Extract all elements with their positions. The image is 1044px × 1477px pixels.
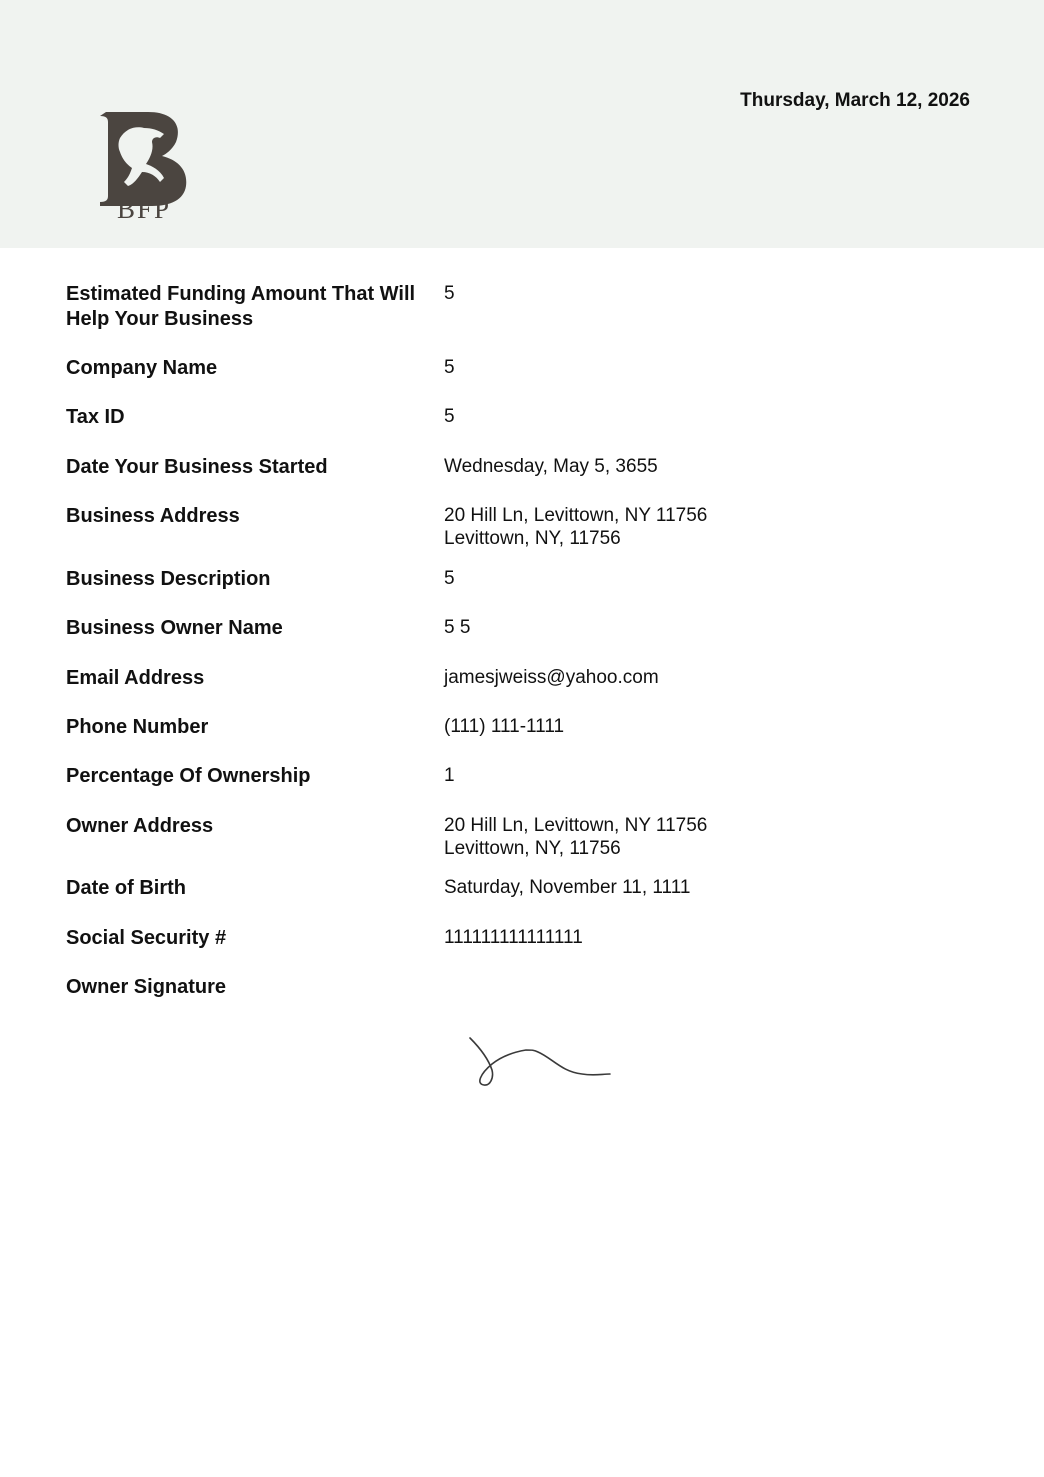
field-value: 5 xyxy=(444,357,455,378)
field-value: (111) 111-1111 xyxy=(444,716,565,737)
field-value: 111111111111111 xyxy=(444,927,583,948)
header-banner xyxy=(0,0,1044,248)
field-label: Tax ID xyxy=(66,406,125,428)
field-label: Phone Number xyxy=(66,716,209,738)
field-label: Business Description xyxy=(66,568,271,590)
field-value: Wednesday, May 5, 3655 xyxy=(444,456,658,477)
address-line-2: Levittown, NY, 11756 xyxy=(444,838,621,859)
field-value: jamesjweiss@yahoo.com xyxy=(444,667,659,688)
field-label: Date Your Business Started xyxy=(66,456,328,478)
field-value xyxy=(444,814,1004,860)
address-line-1: 20 Hill Ln, Levittown, NY 11756 xyxy=(444,815,708,836)
field-label: Social Security # xyxy=(66,927,227,949)
field-value: 5 xyxy=(444,568,455,589)
field-value: 5 xyxy=(444,406,455,427)
field-value xyxy=(444,504,1004,550)
document-date: Thursday, March 12, 2026 xyxy=(740,90,970,111)
field-label: Owner Address xyxy=(66,815,214,837)
field-label: Business Owner Name xyxy=(66,617,283,639)
signature-image xyxy=(462,1030,622,1094)
field-label: Estimated Funding Amount That Will Help Your Business xyxy=(66,283,416,330)
field-label: Company Name xyxy=(66,357,218,379)
field-label: Date of Birth xyxy=(66,877,186,899)
field-label: Percentage Of Ownership xyxy=(66,765,311,787)
address-line-1: 20 Hill Ln, Levittown, NY 11756 xyxy=(444,505,708,526)
field-value: Saturday, November 11, 1111 xyxy=(444,877,691,898)
field-label: Owner Signature xyxy=(66,976,227,998)
address-line-2: Levittown, NY, 11756 xyxy=(444,528,621,549)
logo-text: BFP xyxy=(116,194,172,224)
field-label: Business Address xyxy=(66,505,240,527)
field-value: 5 xyxy=(444,283,455,304)
field-value: 1 xyxy=(444,765,455,786)
field-value: 5 5 xyxy=(444,617,471,638)
field-label: Email Address xyxy=(66,667,205,689)
